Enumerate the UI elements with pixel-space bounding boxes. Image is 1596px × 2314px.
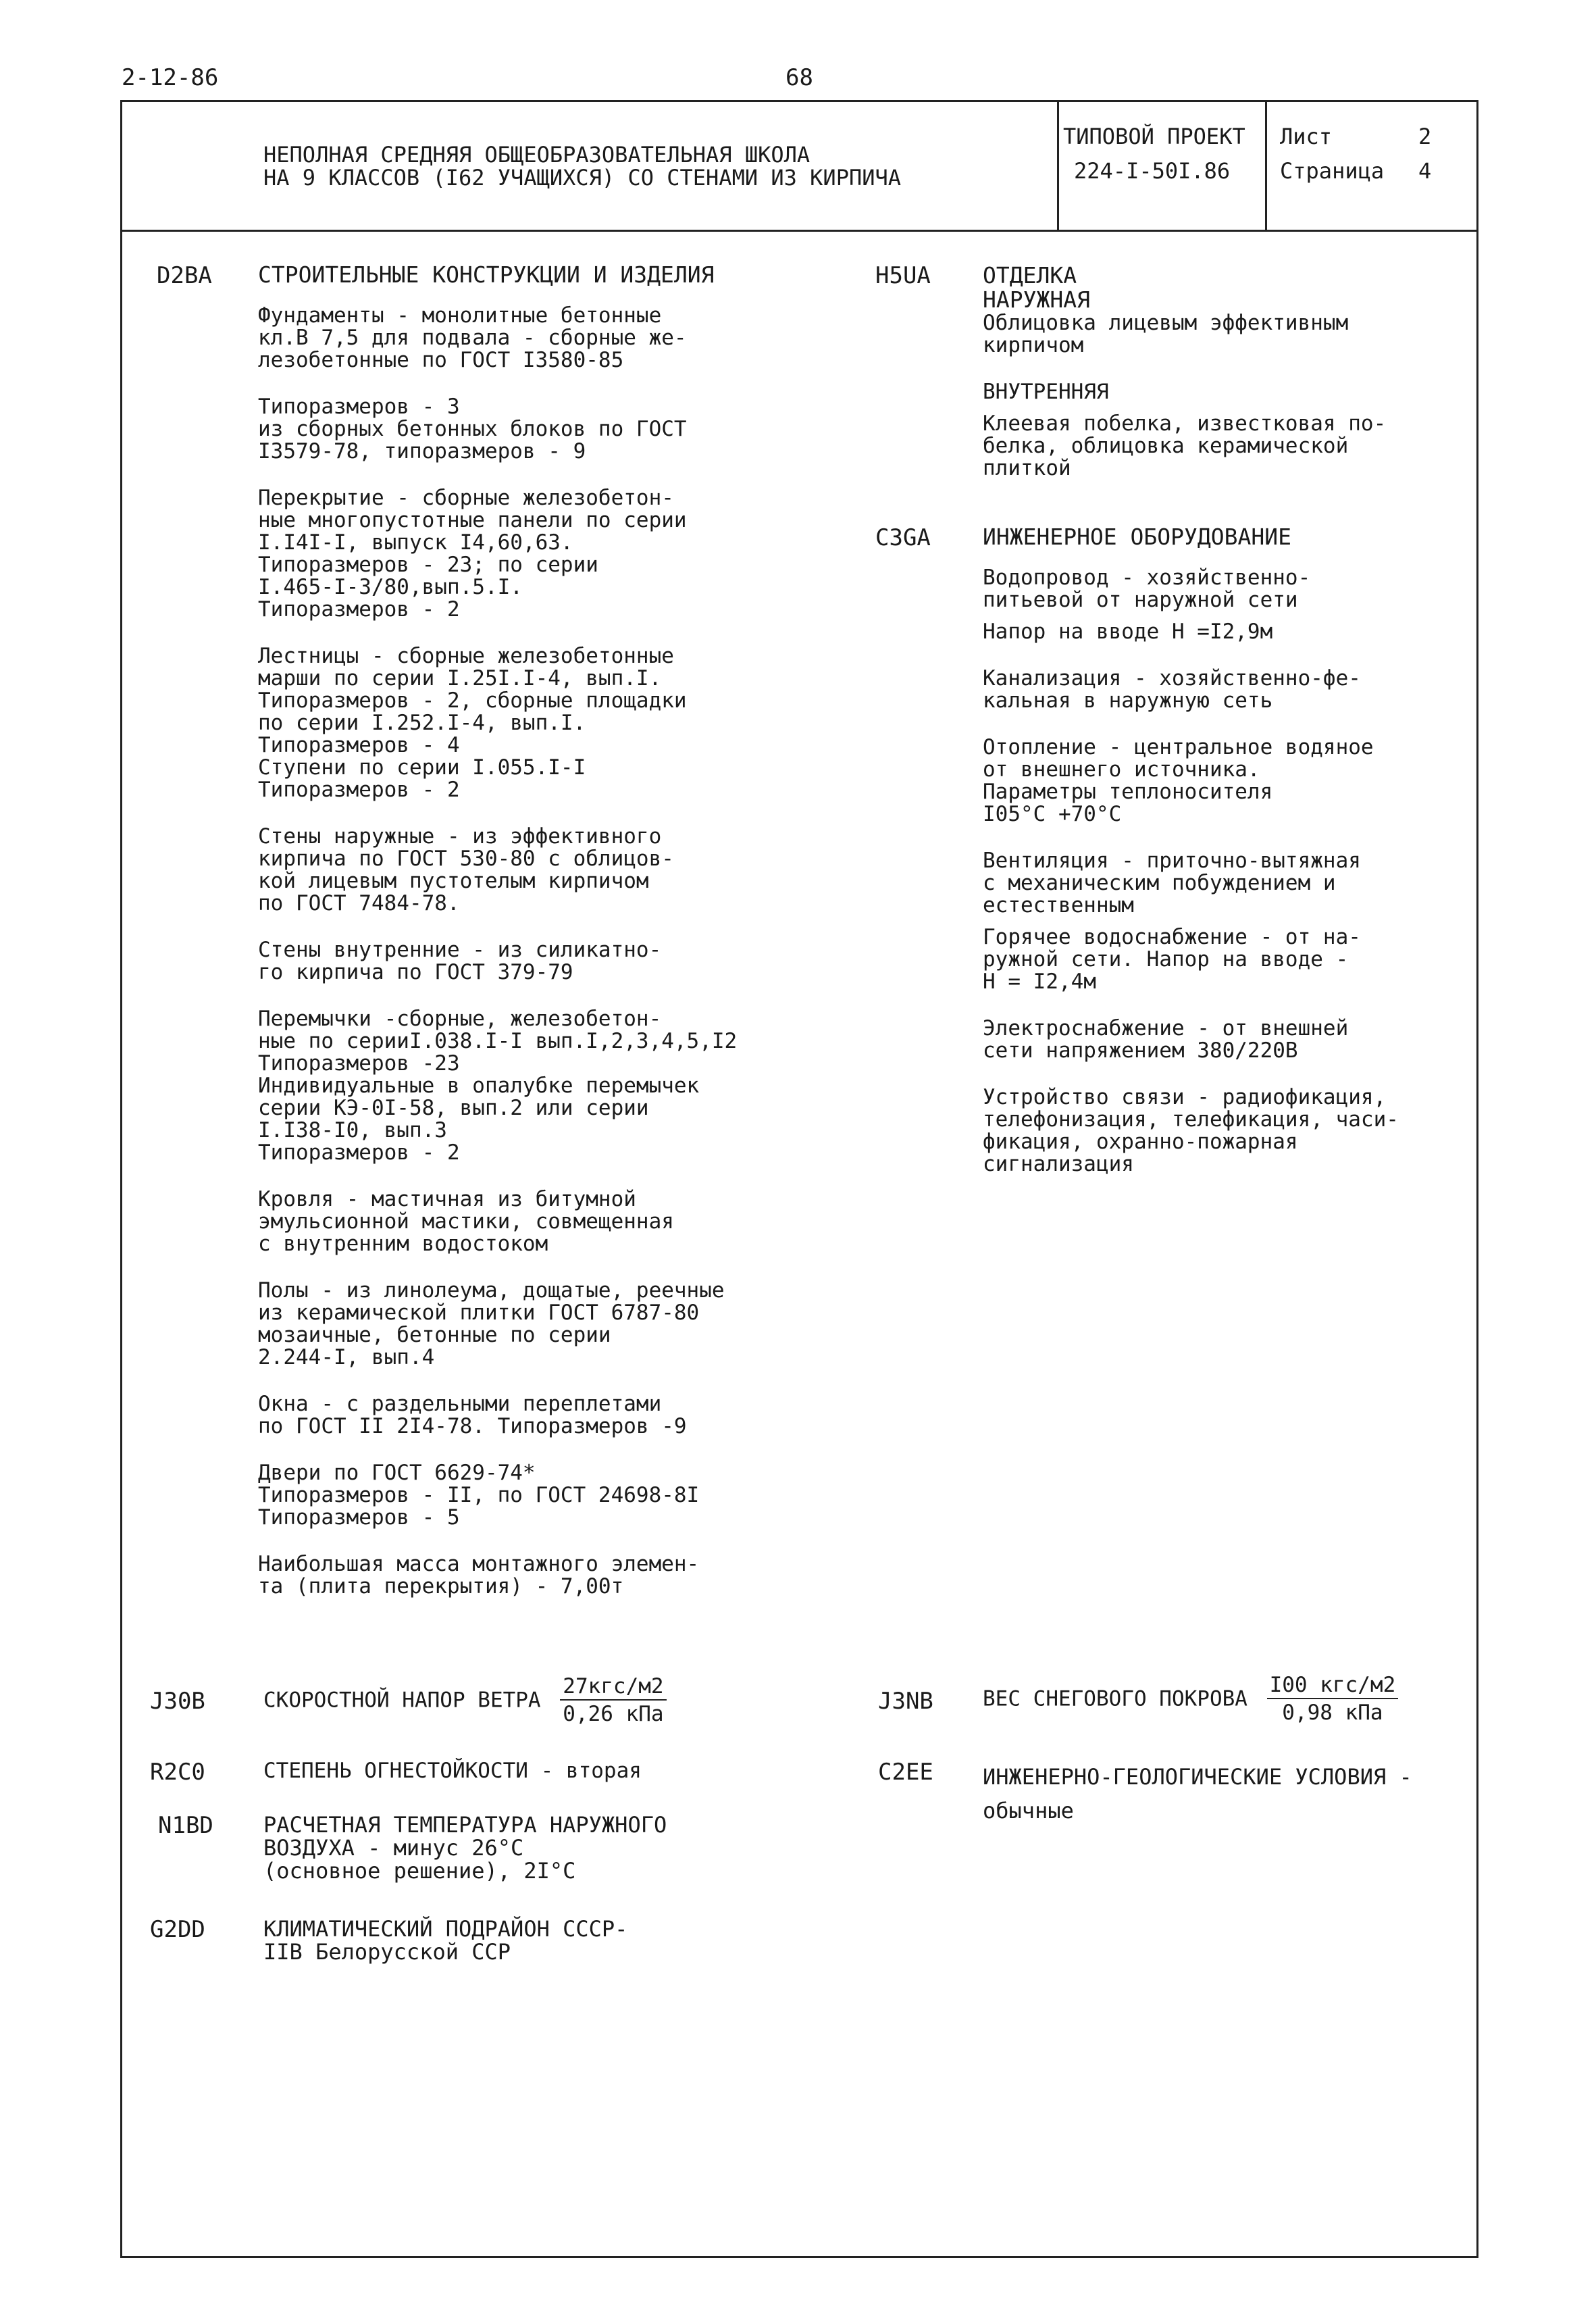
sheet-label: Лист xyxy=(1280,124,1333,149)
parameter-code: N1BD xyxy=(158,1812,213,1839)
wind-pressure xyxy=(263,1676,667,1726)
snow-load xyxy=(983,1674,1398,1724)
engineering-paragraph: Горячее водоснабжение - от на- ружной сети. Напор на вводе - Н = I2,4м xyxy=(983,925,1361,994)
fire-resistance: СТЕПЕНЬ ОГНЕСТОЙКОСТИ - вторая xyxy=(263,1759,642,1783)
parameter-code: J30B xyxy=(150,1688,205,1715)
snow-load-fraction xyxy=(1267,1674,1399,1724)
construction-paragraph: Полы - из линолеума, дощатые, реечные из керамической плитки ГОСТ 6787-80 мозаичные, бетонные по серии 2.244-I, вып.4 xyxy=(258,1278,725,1369)
inner-finish-subheading: ВНУТРЕННЯЯ xyxy=(983,380,1109,404)
inner-finish-text: Клеевая побелка, известковая по- белка, облицовка керамической плиткой xyxy=(983,411,1387,480)
climate-subregion: КЛИМАТИЧЕСКИЙ ПОДРАЙОН СССР- IIВ Белорусской ССР xyxy=(263,1916,628,1965)
snow-load-label: ВЕС СНЕГОВОГО ПОКРОВА xyxy=(983,1686,1247,1711)
engineering-paragraph: Напор на вводе Н =I2,9м xyxy=(983,620,1273,644)
document-code: 2-12-86 xyxy=(122,64,219,91)
parameter-code: R2C0 xyxy=(150,1759,205,1786)
parameter-code: C2EE xyxy=(878,1759,933,1786)
title-line-1: НЕПОЛНАЯ СРЕДНЯЯ ОБЩЕОБРАЗОВАТЕЛЬНАЯ ШКОЛА xyxy=(263,142,810,168)
construction-paragraph: Перекрытие - сборные железобетон- ные многопустотные панели по серии I.I4I-I, выпуск I4,60,63. Типоразмеров - 23; по серии I.465-I-3/80,вып.5.I. Типоразмеров - 2 xyxy=(258,486,687,622)
wind-pressure-fraction xyxy=(560,1676,666,1726)
project-label: ТИПОВОЙ ПРОЕКТ xyxy=(1063,124,1245,149)
finishing-section xyxy=(983,263,1469,504)
wind-pressure-label: СКОРОСТНОЙ НАПОР ВЕТРА xyxy=(263,1688,541,1713)
snow-load-denominator: 0,98 кПа xyxy=(1282,1701,1383,1725)
section-code: C3GA xyxy=(875,524,931,551)
sheet-value: 2 xyxy=(1418,124,1432,149)
engineering-paragraph: Отопление - центральное водяное от внешнего источника. Параметры теплоносителя I05°С +70°С xyxy=(983,735,1374,826)
page-number: 68 xyxy=(786,64,813,91)
construction-paragraph: Двери по ГОСТ 6629-74* Типоразмеров - II, по ГОСТ 24698-8I Типоразмеров - 5 xyxy=(258,1461,700,1530)
engineering-paragraph: Устройство связи - радиофикация, телефонизация, телефикация, часи- фикация, охранно-пожарная сигнализация xyxy=(983,1085,1399,1176)
section-heading: ОТДЕЛКА xyxy=(983,262,1077,288)
construction-paragraph: Кровля - мастичная из битумной эмульсионной мастики, совмещенная с внутренним водостоком xyxy=(258,1187,674,1256)
engineering-paragraph: Электроснабжение - от внешней сети напряжением 380/220В xyxy=(983,1016,1349,1063)
outdoor-temperature: РАСЧЕТНАЯ ТЕМПЕРАТУРА НАРУЖНОГО ВОЗДУХА - минус 26°С (основное решение), 2I°С xyxy=(263,1812,667,1884)
snow-load-numerator: I00 кгс/м2 xyxy=(1267,1674,1399,1699)
section-code: H5UA xyxy=(875,262,931,289)
engineering-paragraph: Вентиляция - приточно-вытяжная с механическим побуждением и естественным xyxy=(983,849,1361,917)
title-block-separator-1 xyxy=(1057,100,1059,230)
construction-paragraph: Стены наружные - из эффективного кирпича по ГОСТ 530-80 с облицов- кой лицевым пустотелым кирпичом по ГОСТ 7484-78. xyxy=(258,824,674,915)
project-number: 224-I-50I.86 xyxy=(1074,158,1231,184)
engineering-section xyxy=(983,526,1469,1200)
engineering-paragraph: Водопровод - хозяйственно- питьевой от наружной сети xyxy=(983,565,1311,612)
construction-paragraph: Типоразмеров - 3 из сборных бетонных блоков по ГОСТ I3579-78, типоразмеров - 9 xyxy=(258,395,687,463)
geology-conditions: ИНЖЕНЕРНО-ГЕОЛОГИЧЕСКИЕ УСЛОВИЯ - обычные xyxy=(983,1764,1412,1823)
construction-paragraph: Перемычки -сборные, железобетон- ные по серииI.038.I-I вып.I,2,3,4,5,I2 Типоразмеров -23 Индивидуальные в опалубке перемычек серии КЭ-0I-58, вып.2 или серии I.I38-I0, вып.3 Типоразмеров - 2 xyxy=(258,1007,738,1165)
page-label: Страница xyxy=(1280,158,1385,184)
construction-paragraph: Наибольшая масса монтажного элемен- та (плита перекрытия) - 7,00т xyxy=(258,1552,700,1599)
construction-paragraph: Окна - с раздельными переплетами по ГОСТ II 2I4-78. Типоразмеров -9 xyxy=(258,1392,687,1438)
title-block-divider xyxy=(120,230,1478,232)
page-value: 4 xyxy=(1418,158,1432,184)
outer-finish-subheading: НАРУЖНАЯ xyxy=(983,286,1090,313)
title-block-separator-2 xyxy=(1265,100,1267,230)
section-code: D2BA xyxy=(157,262,212,289)
construction-paragraph: Стены внутренние - из силикатно- го кирпича по ГОСТ 379-79 xyxy=(258,938,662,984)
construction-paragraph: Лестницы - сборные железобетонные марши по серии I.25I.I-4, вып.I. Типоразмеров - 2, сборные площадки по серии I.252.I-4, вып.I. Типоразмеров - 4 Ступени по серии I.055.I-I Типоразмеров - 2 xyxy=(258,644,687,802)
section-heading: СТРОИТЕЛЬНЫЕ КОНСТРУКЦИИ И ИЗДЕЛИЯ xyxy=(258,261,715,288)
engineering-paragraph: Канализация - хозяйственно-фе- кальная в наружную сеть xyxy=(983,666,1361,713)
parameter-code: J3NB xyxy=(878,1688,933,1715)
construction-section xyxy=(258,263,852,1622)
construction-paragraph: Фундаменты - монолитные бетонные кл.В 7,5 для подвала - сборные же- лезобетонные по ГОСТ I3580-85 xyxy=(258,303,687,372)
wind-pressure-numerator: 27кгс/м2 xyxy=(560,1676,666,1701)
parameter-code: G2DD xyxy=(150,1916,205,1943)
document-title xyxy=(263,143,901,189)
title-line-2: НА 9 КЛАССОВ (I62 УЧАЩИХСЯ) СО СТЕНАМИ ИЗ КИРПИЧА xyxy=(263,165,902,191)
section-heading: ИНЖЕНЕРНОЕ ОБОРУДОВАНИЕ xyxy=(983,524,1291,550)
outer-finish-text: Облицовка лицевым эффективным кирпичом xyxy=(983,311,1349,357)
wind-pressure-denominator: 0,26 кПа xyxy=(563,1702,664,1726)
